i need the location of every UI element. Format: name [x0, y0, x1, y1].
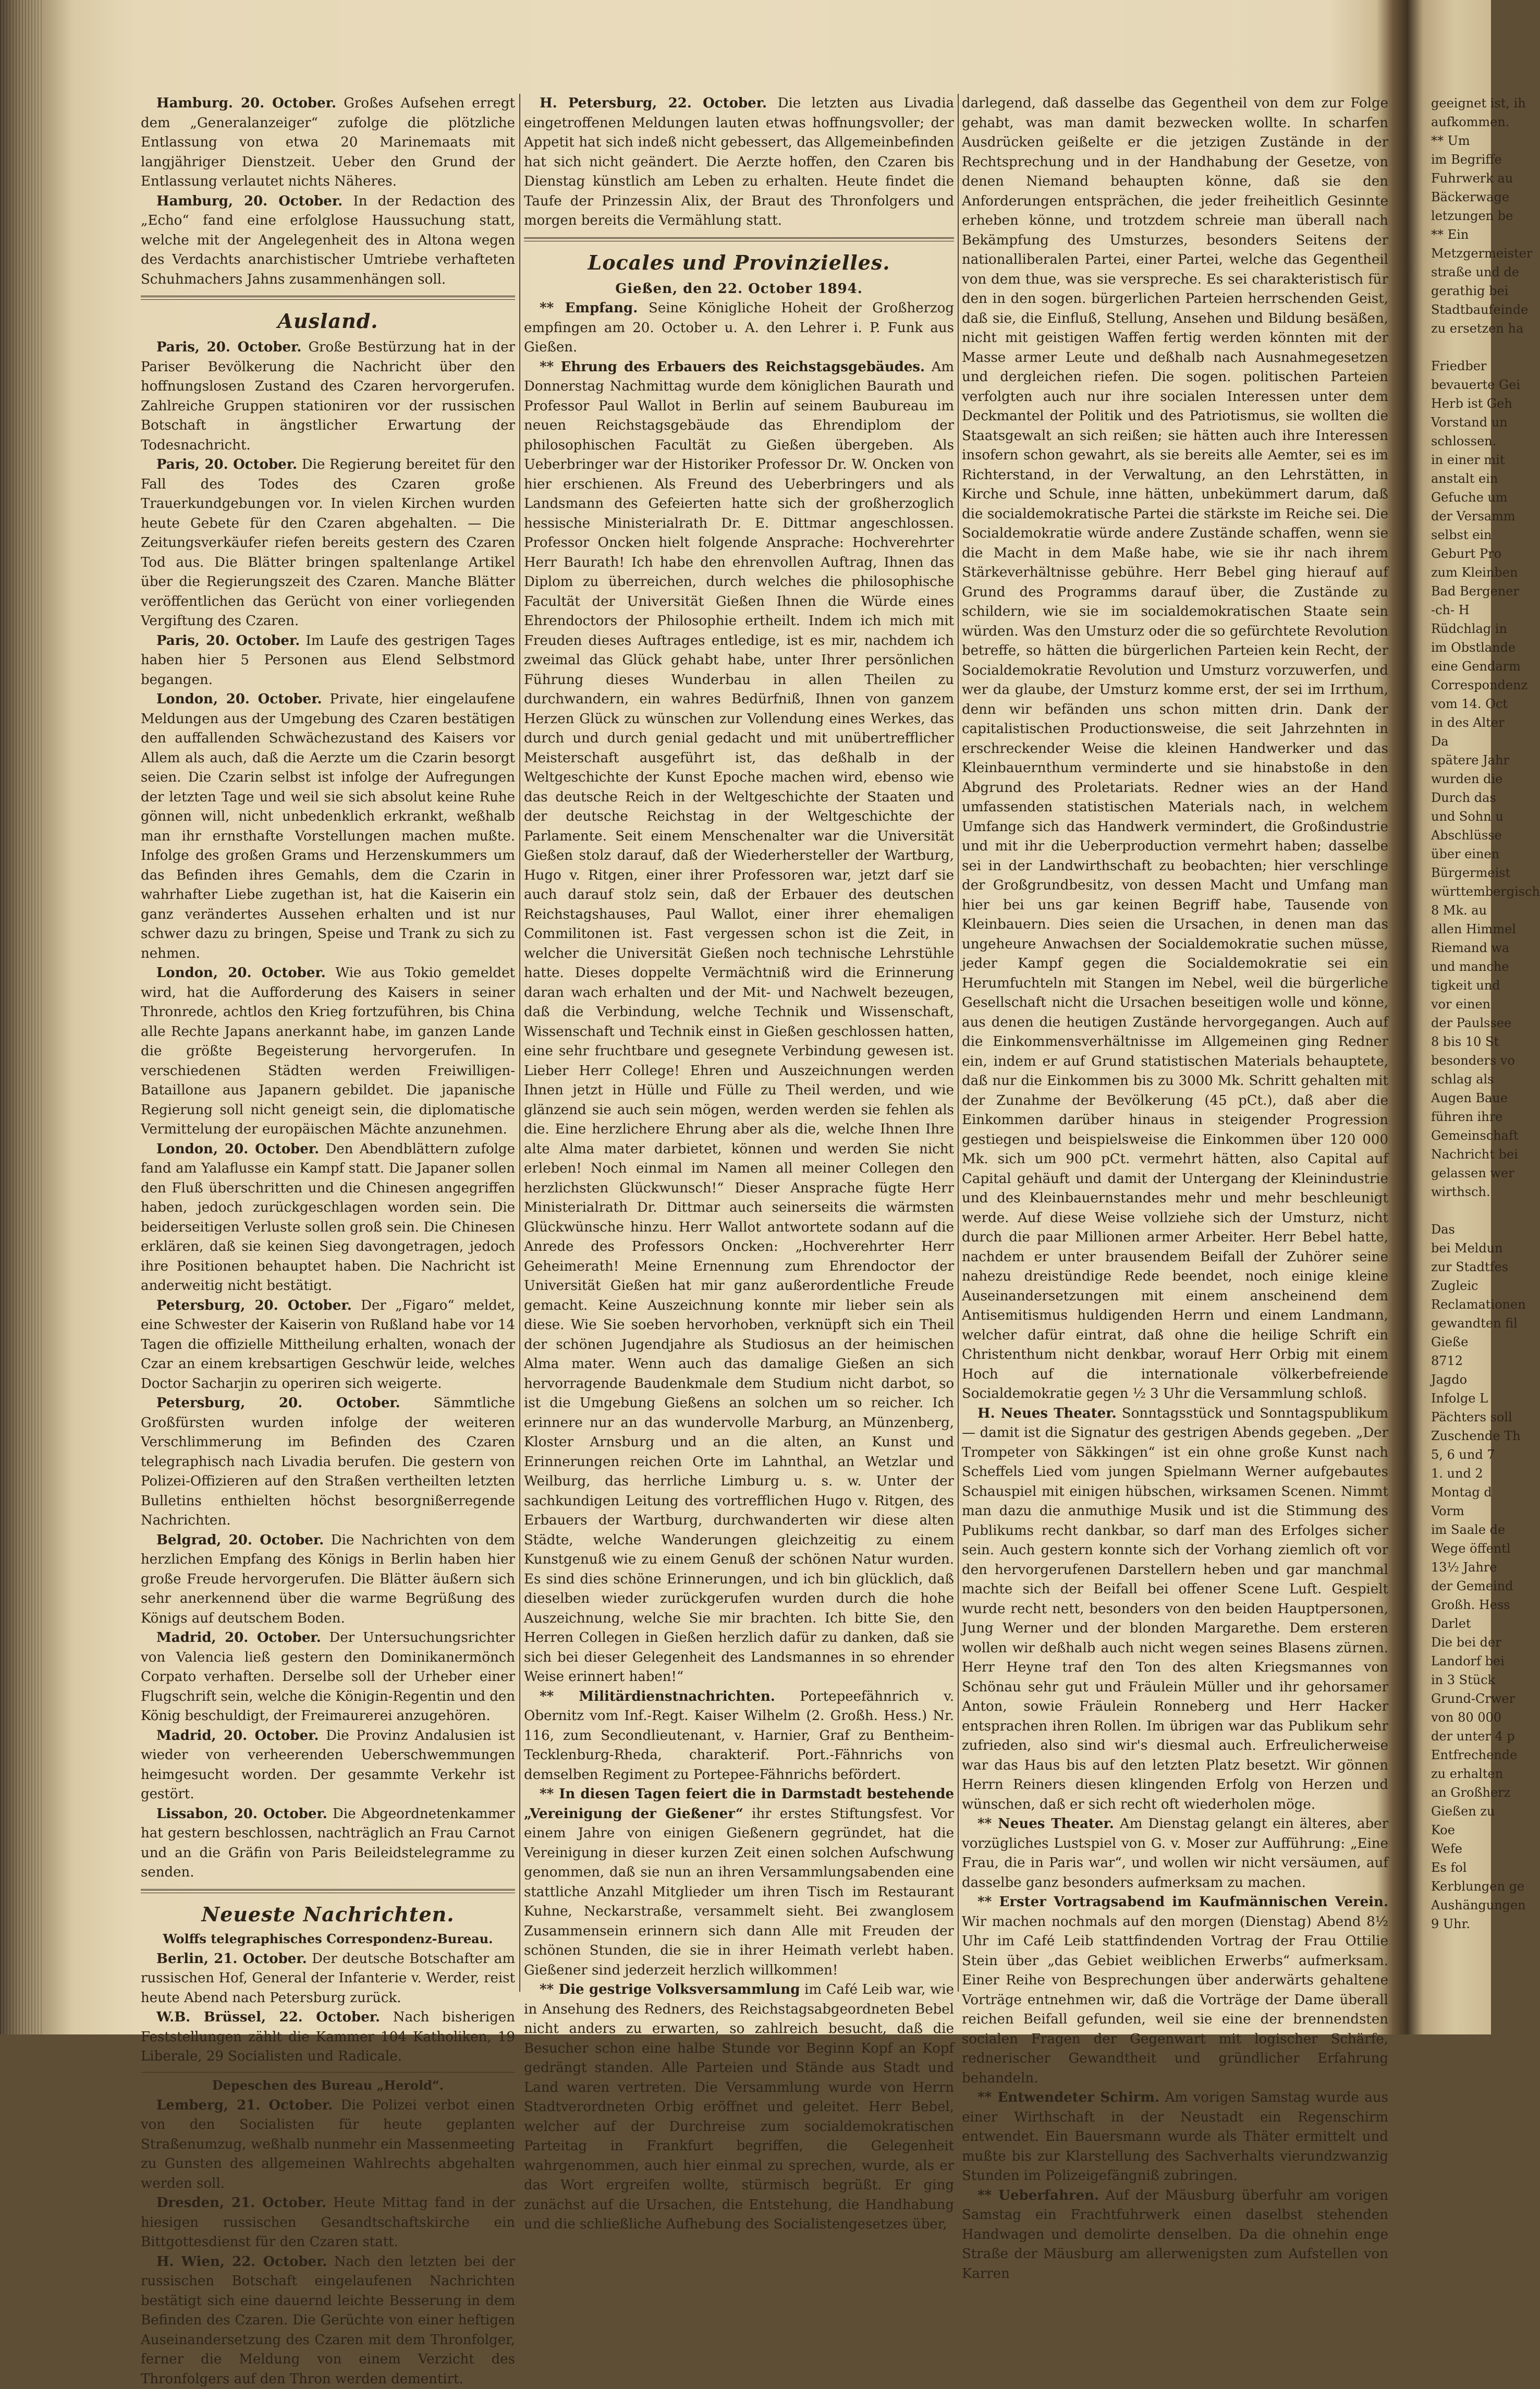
- fragment-line: [1431, 338, 1489, 357]
- news-item: [962, 1893, 1388, 2088]
- fragment-line: zum Kleinben: [1431, 563, 1489, 582]
- news-item: [962, 94, 1388, 1404]
- item-dateline: Madrid, 20. October.: [156, 1630, 321, 1646]
- fragment-line: Vorstand un: [1431, 413, 1489, 432]
- item-text: Die Abgeordnetenkammer hat gestern beschlossen, nachträglich an Frau Carnot und an die Gräfin von Paris Beileidstelegramme zu senden.: [141, 1806, 515, 1881]
- item-dateline: ** Ueberfahren.: [977, 2188, 1099, 2203]
- fragment-line: [1431, 1201, 1489, 1220]
- news-items-ausland: [141, 338, 515, 1883]
- news-item: [141, 1628, 515, 1726]
- news-item: [141, 1531, 515, 1629]
- item-dateline: ** Ehrung des Erbauers des Reichstagsgebäudes.: [540, 359, 925, 375]
- fragment-line: 1. und 2: [1431, 1464, 1489, 1483]
- item-text: darlegend, daß dasselbe das Gegentheil von dem zur Folge gehabt, was man damit bezwecken wollte. In scharfen Ausdrücken geißelte er die jetzigen Zustände in der Rechtsprechung und in der Handhabung der Gesetze, von denen Niemand behaupten könne, daß sie den Anforderungen entsprächen, die jeder freiheitlich Gesinnte erheben könne, und trotzdem schreie man überall nach Bekämpfung des Umsturzes, besonders Seitens der nationalliberalen Partei, einer Partei, welche das Gegentheil von dem thue, was sie verspreche. Es sei charakteristisch für den in den sogen. bürgerlichen Parteien herrschenden Geist, daß sie, die Einfluß, Stellung, Ansehen und Bildung besäßen, nicht mit geistigen Waffen fertig werden könnten mit der Masse armer Leute und deßhalb nach Ausnahmegesetzen und dergleichen riefen. Die sogen. politischen Parteien verfolgten auch nur ihre socialen Interessen unter dem Deckmantel der Politik und des Patriotismus, sie wollten die Staatsgewalt an sich reißen; sie hätten auch ihre Interessen insofern schon gewahrt, als sie bereits alle Aemter, sei es im Richterstand, in der Verwaltung, an den Lehrstätten, in Kirche und Schule, inne hätten, unbekümmert darum, daß die socialdemokratische Partei die stärkste im Reiche sei. Die Socialdemokratie würde andere Zustände schaffen, wenn sie die Macht in dem Maße habe, wie sie ihr nach ihrem Stärkeverhältnisse gebühre. Herr Bebel ging hierauf auf Grund des Programms darauf über, die Zustände zu schildern, wie sie im socialdemokratischen Staate sein würden. Was den Umsturz oder die so gefürchtete Revolution betreffe, so hätten die bürgerlichen Parteien kein Recht, der Socialdemokratie Revolution und Umsturz vorzuwerfen, und wer da glaube, der Umsturz komme erst, der sei im Irrthum, denn wir befänden uns schon mitten drin. Dank der capitalistischen Productionsweise, die seit Jahrzehnten in erschreckender Weise die kleinen Handwerker und das Kleinbauernthum verminderte und sie hinabstoße in den Abgrund des Proletariats. Redner wies an der Hand umfassenden statistischen Materials nach, in welchem Umfange sich das Handwerk vermindert, die Großindustrie und mit ihr die Ueberproduction vermehrt haben; dasselbe sei in der Landwirthschaft zu beobachten; hier verschlinge der Großgrundbesitz, von dessen Macht und Umfang man hier bei uns gar keinen Begriff habe, Tausende von Kleinbauern. Dies seien die Ursachen, in denen man das ungeheure Anwachsen der Socialdemokratie suchen müsse, jeder Kampf gegen die Socialdemokratie sei ein Herumfuchteln mit Stangen im Nebel, weil die bürgerliche Gesellschaft nicht die Ursachen beseitigen wolle und könne, aus denen die heutigen Zustände hervorgegangen. Auch auf die Einkommensverhältnisse im Allgemeinen ging Redner ein, indem er auf Grund statistischen Materials behauptete, daß nur die Einkommen bis zu 3000 Mk. Schritt gehalten mit der Zunahme der Bevölkerung (45 pCt.), daß aber die Einkommen darüber hinaus in steigender Progression gestiegen und beispielsweise die Einkommen über 120 000 Mk. sich um 900 pCt. vermehrt hätten, also Capital auf Capital gehäuft und damit der Untergang der Kleinindustrie und des Kleinbauernstandes mehr und mehr beschleunigt werde. Auf diese Weise vollziehe sich der Umsturz, nicht durch die paar Millionen armer Arbeiter. Herr Bebel hatte, nachdem er unter brausendem Beifall der Zuhörer seine nahezu dreistündige Rede beendet, noch einige kleine Auseinandersetzungen mit einem anscheinend dem Antisemitismus huldigenden Herrn und einem Landmann, welcher dafür eintrat, daß ohne die heilige Schrift ein Christenthum nicht denkbar, worauf Herr Orbig mit einem Hoch auf die internationale völkerbefreiende Socialdemokratie gegen ½ 3 Uhr die Versammlung schloß.: [962, 95, 1388, 1401]
- fragment-line: Nachricht bei: [1431, 1145, 1489, 1164]
- news-item: [141, 964, 515, 1140]
- section-rule: [524, 237, 954, 241]
- fragment-line: der Gemeind: [1431, 1577, 1489, 1595]
- fragment-line: 8 Mk. au: [1431, 901, 1489, 920]
- news-item: [962, 2186, 1388, 2284]
- fragment-line: Stadtbaufeinde: [1431, 300, 1489, 319]
- fragment-line: Zugleic: [1431, 1276, 1489, 1295]
- subheading-wolff-bureau: Wolffs telegraphisches Correspondenz-Bureau.: [141, 1931, 515, 1946]
- item-dateline: Hamburg, 20. October.: [156, 193, 343, 209]
- fragment-line: Vorm: [1431, 1502, 1489, 1520]
- section-rule: [141, 2072, 515, 2073]
- fragment-line: Infolge L: [1431, 1389, 1489, 1408]
- news-item: [141, 192, 515, 290]
- news-item: [141, 94, 515, 192]
- fragment-line: und Sohn u: [1431, 807, 1489, 826]
- item-text: Heute Mittag fand in der hiesigen russischen Gesandtschaftskirche ein Bittgottesdienst für den Czaren statt.: [141, 2195, 515, 2250]
- item-text: Sämmtliche Großfürsten wurden infolge der weiteren Verschlimmerung im Befinden des Czaren telegraphisch nach Livadia berufen. Die gestern von Polizei-Offizieren auf den Straßen vertheilten letzten Bulletins enthielten höchst besorgnißerregende Nachrichten.: [141, 1395, 515, 1528]
- item-dateline: Belgrad, 20. October.: [156, 1532, 324, 1548]
- item-text: Im Laufe des gestrigen Tages haben hier 5 Personen aus Elend Selbstmord begangen.: [141, 633, 515, 688]
- item-text: im Café Leib war, wie in Ansehung des Redners, des Reichstagsabgeordneten Bebel nicht anders zu erwarten, so zahlreich besucht, daß die Besucher schon eine halbe Stunde vor Beginn Kopf an Kopf gedrängt standen. Alle Parteien und Stände aus Stadt und Land waren vertreten. Die Versammlung wurde von Herrn Stadtverordneten Orbig eröffnet und geleitet. Herr Bebel, welcher auf der Durchreise zum socialdemokratischen Parteitag in Frankfurt begriffen, die Gelegenheit wahrgenommen, auch hier einmal zu sprechen, wurde, als er das Wort ergreifen wollte, stürmisch begrüßt. Er ging zunächst auf die Ursachen, die Entstehung, die Handhabung und die schließliche Aufhebung des Socialistengesetzes über,: [524, 1982, 954, 2232]
- item-dateline: Berlin, 21. October.: [156, 1951, 307, 1967]
- fragment-line: Augen Baue: [1431, 1089, 1489, 1107]
- item-text: Am Donnerstag Nachmittag wurde dem königlichen Baurath und Professor Paul Wallot in Berlin auf seinem Baubureau im neuen Reichstagsgebäude das Ehrendiplom der philosophischen Facultät zu Gießen übergeben. Als Ueberbringer war der Historiker Professor Dr. W. Oncken von hier erschienen. Als Freund des Ueberbringers und als Landsmann des Gefeierten hatte sich der großherzoglich hessische Ministerialrath Dr. E. Dittmar angeschlossen. Professor Oncken hielt folgende Ansprache: Hochverehrter Herr Baurath! Ich habe den ehrenvollen Auftrag, Ihnen das Diplom zu überreichen, durch welches die philosophische Facultät der Universität Gießen Ihnen die Würde eines Ehrendoctors der Philosophie ertheilt. Indem ich mich mit Freuden dieses Auftrages entledige, ist es mir, nachdem ich zweimal das Glück gehabt habe, unter Ihrer persönlichen Führung dieses Wunderbau in allen Theilen zu durchwandern, ein wahres Bedürfniß, Ihnen von ganzem Herzen Glück zu wünschen zur Vollendung eines Werkes, das durch und durch genial gedacht und mit unübertrefflicher Meisterschaft ausgeführt ist, das deßhalb in der Weltgeschichte der Kunst Epoche machen wird, ebenso wie das deutsche Reich in der Weltgeschichte der Staaten und der deutsche Reichstag in der Weltgeschichte der Parlamente. Seit einem Menschenalter war die Universität Gießen stolz darauf, daß der Wiederhersteller der Wartburg, Hugo v. Ritgen, einer ihrer Professoren war, jetzt darf sie auch darauf stolz sein, daß der Erbauer des deutschen Reichstagshauses, Paul Wallot, einer ihrer ehemaligen Commilitonen ist. Fast vergessen schon ist die Zeit, in welcher die Universität Gießen noch technische Lehrstühle hatte. Dieses doppelte Vermächtniß wird die Erinnerung daran wach erhalten und der Mit- und Nachwelt bezeugen, daß die Verbindung, welche Technik und Wissenschaft, Wissenschaft und Technik einst in Gießen geschlossen hatten, eine sehr fruchtbare und gesegnete Verbindung gewesen ist. Lieber Herr College! Ehren und Auszeichnungen werden Ihnen jetzt in Hülle und Fülle zu Theil werden, und wie glänzend sie auch sein mögen, werden werden sie fehlen als die. Eine herzlichere Ehrung aber als die, welche Ihnen Ihre alte Alma mater darbietet, können und werden Sie nicht erleben! Noch einmal im Namen all meiner Collegen den herzlichsten Glückwunsch!“ Dieser Ansprache fügte Herr Ministerialrath Dr. Dittmar auch seinerseits die wärmsten Glückwünsche hinzu. Herr Wallot antwortete sodann auf die Anrede des Professors Oncken: „Hochverehrter Herr Geheimerath! Meine Ernennung zum Ehrendoctor der Universität Gießen hat mir ganz außerordentliche Freude gemacht. Keine Auszeichnung konnte mir lieber sein als diese. Wie Sie soeben hervorhoben, verknüpft sich ein Theil der schönen Jugendjahre als Studiosus an der heimischen Alma mater. Wenn auch das damalige Gießen an sich hervorragende Baudenkmale dem Studium nicht darbot, so ist die Umgebung Gießens an solchen um so reicher. Ich erinnere nur an das wundervolle Marburg, an Münzenberg, Kloster Arnsburg und an die alten, an Kunst und Erinnerungen reichen Orte im Lahnthal, an Wetzlar und Weilburg, das herrliche Limburg u. s. w. Unter der sachkundigen Leitung des vortrefflichen Hugo v. Ritgen, des Erbauers der Wartburg, durchwanderten wir diese alten Städte, welche Wanderungen gleichzeitig zu einem Kunstgenuß wie zu einem Genuß der schönen Natur wurden. Es sind dies schöne Erinnerungen, und ich bin glücklich, daß dieselben wieder zurückgerufen wurden durch die hohe Auszeichnung, welche Sie mir brachten. Ich bitte Sie, den Herren Collegen in Gießen herzlich dafür zu danken, daß sie sich bei dieser Gelegenheit des Landsmannes in so ehrender Weise erinnert haben!“: [524, 359, 954, 1685]
- item-dateline: Lemberg, 21. October.: [156, 2098, 333, 2113]
- locales-dateline: Gießen, den 22. October 1894.: [524, 279, 954, 299]
- fragment-line: Reclamationen: [1431, 1295, 1489, 1314]
- news-items-locales: [524, 299, 954, 2235]
- fragment-line: Aushängungen: [1431, 1896, 1489, 1915]
- item-dateline: H. Wien, 22. October.: [156, 2254, 327, 2270]
- fragment-line: der Paulssee: [1431, 1014, 1489, 1032]
- item-text: Private, hier eingelaufene Meldungen aus der Umgebung des Czaren bestätigen den auffallenden Schwächezustand des Kaisers vor Allem als auch, daß die Aerzte um die Czarin besorgt seien. Die Czarin selbst ist infolge der Aufregungen der letzten Tage und weil sie sich absolut keine Ruhe gönnen will, nicht unbedenklich erkrankt, weßhalb man ihr ernsthafte Vorstellungen machen mußte. Infolge des großen Grams und Herzenskummers um das Befinden ihres Gemahls, dem die Czarin in wahrhafter Liebe zugethan ist, hat die Kaiserin ein ganz verändertes Aussehen erhalten und ist nur schwer dazu zu bringen, Speise und Trank zu sich zu nehmen.: [141, 691, 515, 961]
- news-item: [962, 1404, 1388, 1815]
- item-text: Der „Figaro“ meldet, eine Schwester der Kaiserin von Rußland habe vor 14 Tagen die offizielle Mittheilung erhalten, wonach der Czar an einem krebsartigen Geschwür leide, welches Doctor Sacharjin zu operiren sich weigerte.: [141, 1298, 515, 1392]
- news-items-hamburg: [141, 94, 515, 289]
- fragment-line: der Versamm: [1431, 507, 1489, 526]
- fragment-line: Gießen zu: [1431, 1802, 1489, 1821]
- news-item: [524, 358, 954, 1687]
- item-text: Die Polizei verbot einen von den Socialisten für heute geplanten Straßenumzug, weßhalb nunmehr ein Massenmeeting zu Gunsten des allgemeinen Wahlrechts abgehalten werden soll.: [141, 2098, 515, 2191]
- fragment-line: im Begriffe: [1431, 150, 1489, 169]
- fragment-line: ** Um: [1431, 131, 1489, 150]
- news-item: [524, 94, 954, 231]
- item-text: Nach den letzten bei der russischen Botschaft eingelaufenen Nachrichten bestätigt sich eine dauernd leichte Besserung in dem Befinden des Czaren. Die Gerüchte von einer heftigen Auseinandersetzung des Czaren mit dem Thronfolger, ferner die Meldung von einem Verzicht des Thronfolgers auf den Thron werden dementirt.: [141, 2254, 515, 2387]
- column-rule: [519, 94, 520, 1992]
- fragment-line: Wege öffentl: [1431, 1539, 1489, 1558]
- fragment-line: Wefe: [1431, 1839, 1489, 1858]
- fragment-line: selbst ein: [1431, 526, 1489, 544]
- news-item: [141, 2096, 515, 2194]
- fragment-line: Zuschende Th: [1431, 1427, 1489, 1445]
- fragment-line: Rüdchlag in: [1431, 619, 1489, 638]
- fragment-line: bei Meldun: [1431, 1239, 1489, 1258]
- fragment-line: wurden die: [1431, 770, 1489, 788]
- fragment-line: eine Gendarm: [1431, 657, 1489, 676]
- item-dateline: ** Die gestrige Volksversammlung: [540, 1982, 800, 1997]
- item-dateline: London, 20. October.: [156, 1141, 319, 1157]
- fragment-line: Entfrechende: [1431, 1746, 1489, 1764]
- news-item: [141, 1805, 515, 1883]
- fragment-line: Die bei der: [1431, 1633, 1489, 1652]
- news-item: [524, 299, 954, 358]
- item-text: Den Abendblättern zufolge fand am Yalaflusse ein Kampf statt. Die Japaner sollen den Fluß überschritten und die Chinesen angegriffen haben, jedoch zurückgeschlagen worden sein. Die beiderseitigen Verluste sollen groß sein. Die Chinesen erklären, daß sie keinen Sieg davongetragen, jedoch ihre Positionen behauptet haben. Die Nachricht ist anderweitig nicht bestätigt.: [141, 1141, 515, 1294]
- item-text: Portepeefähnrich v. Obernitz vom Inf.-Regt. Kaiser Wilhelm (2. Großh. Hess.) Nr. 116, zum Secondlieutenant, v. Harnier, Graf zu Bentheim-Tecklenburg-Rheda, charakterif. Port.-Fähnrichs von demselben Regiment zu Portepee-Fähnrichs befördert.: [524, 1689, 954, 1783]
- item-text: Die Regierung bereitet für den Fall des Todes des Czaren große Trauerkundgebungen vor. In vielen Kirchen wurden heute Gebete für den Czaren abgehalten. — Die Zeitungsverkäufer riefen bereits gestern des Czaren Tod aus. Die Blätter bringen spaltenlange Artikel über die Regierungszeit des Czaren. Manche Blätter veröffentlichen das Gerücht von einer vorliegenden Vergiftung des Czaren.: [141, 457, 515, 629]
- item-text: Die letzten aus Livadia eingetroffenen Meldungen lauten etwas hoffnungsvoller; der Appetit hat sich indeß nicht gebessert, das Allgemeinbefinden hat sich nicht geändert. Die Aerzte hoffen, den Czaren bis Dienstag künstlich am Leben zu erhalten. Heute findet die Taufe der Prinzessin Alix, der Braut des Thronfolgers und morgen bereits die Vermählung statt.: [524, 95, 954, 228]
- fragment-line: straße und de: [1431, 263, 1489, 282]
- fragment-line: Koe: [1431, 1821, 1489, 1839]
- fragment-line: ** Ein: [1431, 225, 1489, 244]
- column-1: [141, 94, 515, 2389]
- item-dateline: Petersburg, 20. October.: [156, 1298, 352, 1313]
- fragment-line: an Großherz: [1431, 1783, 1489, 1802]
- fragment-line: allen Himmel: [1431, 920, 1489, 938]
- item-dateline: London, 20. October.: [156, 965, 326, 981]
- news-item: [141, 2193, 515, 2252]
- column-2: [524, 94, 954, 2235]
- fragment-line: wirthsch.: [1431, 1183, 1489, 1201]
- fragment-line: -ch- H: [1431, 601, 1489, 619]
- item-dateline: W.B. Brüssel, 22. October.: [156, 2009, 380, 2025]
- item-dateline: Lissabon, 20. October.: [156, 1806, 327, 1822]
- fragment-line: in einer mit: [1431, 450, 1489, 469]
- news-item: [141, 338, 515, 455]
- fragment-line: gewandten fil: [1431, 1314, 1489, 1333]
- item-text: Nach bisherigen Feststellungen zählt die Kammer 104 Katholiken, 19 Liberale, 29 Socialisten und Radicale.: [141, 2009, 515, 2064]
- fragment-line: in 3 Stück: [1431, 1671, 1489, 1689]
- item-text: Der deutsche Botschafter am russischen Hof, General der Infanterie v. Werder, reist heute Abend nach Petersburg zurück.: [141, 1951, 515, 2006]
- fragment-line: geeignet ist, ih: [1431, 94, 1489, 113]
- fragment-line: zur Stadtfes: [1431, 1258, 1489, 1276]
- news-items-wolff: [141, 1949, 515, 2067]
- column-4-cut-off: [1431, 94, 1489, 1933]
- fragment-line: im Obstlande: [1431, 638, 1489, 657]
- news-item: [141, 2252, 515, 2389]
- item-text: Große Bestürzung hat in der Pariser Bevölkerung die Nachricht über den hoffnungslosen Zustand des Czaren hervorgerufen. Zahlreiche Gruppen stationiren vor der russischen Botschaft in ängstlicher Erwartung der Todesnachricht.: [141, 339, 515, 453]
- fragment-line: führen ihre: [1431, 1107, 1489, 1126]
- item-text: ihr erstes Stiftungsfest. Vor einem Jahre von einigen Gießenern gegründet, hat die Vereinigung in dieser kurzen Zeit einen solchen Aufschwung genommen, daß sie nun an ihren Versammlungsabenden eine stattliche Anzahl Mitglieder um ihren Tisch im Restaurant Kuhne, Neckarstraße, versammelt sieht. Bei zwanglosem Zusammensein erinnern sich dann Alle mit Freuden der schönen Stunden, die sie in ihrer Heimath verlebt haben. Gießener sind jederzeit herzlich willkommen!: [524, 1806, 954, 1978]
- section-heading-locales: Locales und Provinzielles.: [524, 251, 954, 274]
- fragment-line: in des Alter: [1431, 713, 1489, 732]
- fragment-line: Großh. Hess: [1431, 1595, 1489, 1614]
- item-text: Die Nachrichten von dem herzlichen Empfang des Königs in Berlin haben hier große Freude hervorgerufen. Die Blätter äußern sich sehr anerkennend über die warme Begrüßung des Königs auf deutschem Boden.: [141, 1532, 515, 1626]
- news-item: [962, 1814, 1388, 1893]
- fragment-line: tigkeit und: [1431, 976, 1489, 995]
- news-item: [141, 1949, 515, 2008]
- section-heading-ausland: Ausland.: [141, 309, 515, 333]
- item-text: Wie aus Tokio gemeldet wird, hat die Aufforderung des Kaisers in seiner Thronrede, achtlos den Krieg fortzuführen, bis China alle Rechte Japans anerkannt habe, im ganzen Lande die größte Begeisterung hervorgerufen. In verschiedenen Städten werden Freiwilligen-Bataillone aus Japanern gebildet. Die japanische Regierung soll nicht geneigt sein, die diplomatische Vermittelung der europäischen Mächte anzunehmen.: [141, 965, 515, 1137]
- item-text: Auf der Mäusburg überfuhr am vorigen Samstag ein Frachtfuhrwerk einen daselbst stehenden Handwagen und demolirte denselben. Da die ohnehin enge Straße der Mäusburg am allerwenigsten zum Aufstellen von Karren: [962, 2188, 1388, 2282]
- item-text: Seine Königliche Hoheit der Großherzog empfingen am 20. October u. A. den Lehrer i. P. Funk aus Gießen.: [524, 300, 954, 355]
- item-text: Die Provinz Andalusien ist wieder von verheerenden Ueberschwemmungen heimgesucht worden. Der gesammte Verkehr ist gestört.: [141, 1728, 515, 1802]
- fragment-line: Gemeinschaft: [1431, 1126, 1489, 1145]
- fragment-line: Bürgermeist: [1431, 863, 1489, 882]
- item-dateline: H. Neues Theater.: [977, 1406, 1117, 1421]
- item-dateline: Paris, 20. October.: [156, 457, 297, 472]
- item-dateline: Dresden, 21. October.: [156, 2195, 326, 2211]
- fragment-line: der unter 4 p: [1431, 1727, 1489, 1746]
- fragment-line: besonders vo: [1431, 1051, 1489, 1070]
- fragment-line: Durch das: [1431, 788, 1489, 807]
- item-text: Wir machen nochmals auf den morgen (Dienstag) Abend 8½ Uhr im Café Leib stattfindenden Vortrag der Frau Ottilie Stein über „das Gebiet weiblichen Erwerbs“ aufmerksam. Einer Reihe von Besprechungen über anderwärts gehaltene Vorträge entnehmen wir, daß die Vorträge der Dame überall reichen Beifall gefunden, weil sie eine der brennendsten socialen Fragen der Gegenwart mit logischer Schärfe, rednerischer Gewandtheit und gründlicher Erfahrung behandeln.: [962, 1914, 1388, 2086]
- section-rule: [141, 296, 515, 300]
- fragment-line: Grund-Crwer: [1431, 1689, 1489, 1708]
- cut-off-fragments: [1431, 94, 1489, 1933]
- news-item: [141, 690, 515, 964]
- fragment-line: aufkommen.: [1431, 113, 1489, 131]
- news-item: [524, 1785, 954, 1980]
- item-dateline: London, 20. October.: [156, 691, 322, 707]
- fragment-line: 8 bis 10 St: [1431, 1032, 1489, 1051]
- fragment-line: und manche: [1431, 957, 1489, 976]
- item-dateline: Paris, 20. October.: [156, 339, 301, 355]
- fragment-line: vor einen: [1431, 995, 1489, 1014]
- fragment-line: Da: [1431, 732, 1489, 751]
- news-item: [141, 1726, 515, 1805]
- fragment-line: Montag d: [1431, 1483, 1489, 1502]
- fragment-line: vom 14. Oct: [1431, 694, 1489, 713]
- item-text: Am vorigen Samstag wurde aus einer Wirthschaft in der Neustadt ein Regenschirm entwendet. Ein Bauersmann wurde als Thäter ermittelt und mußte bis zur Klarstellung des Sachverhalts vierundzwanzig Stunden im Polizeigefängniß zubringen.: [962, 2090, 1388, 2184]
- fragment-line: 9 Uhr.: [1431, 1915, 1489, 1933]
- fragment-line: Es fol: [1431, 1858, 1489, 1877]
- item-dateline: Petersburg, 20. October.: [156, 1395, 400, 1411]
- news-items-column-3: [962, 94, 1388, 2284]
- fragment-line: schlossen.: [1431, 432, 1489, 450]
- fragment-line: Fuhrwerk au: [1431, 169, 1489, 188]
- fragment-line: bevauerte Gei: [1431, 375, 1489, 394]
- item-dateline: ** Empfang.: [540, 300, 638, 316]
- fragment-line: Das: [1431, 1220, 1489, 1239]
- item-dateline: Paris, 20. October.: [156, 633, 300, 649]
- column-3: [962, 94, 1388, 2284]
- news-item: [524, 1980, 954, 2235]
- fragment-line: Riemand wa: [1431, 938, 1489, 957]
- fragment-line: gerathig bei: [1431, 282, 1489, 300]
- fragment-line: zu erhalten: [1431, 1764, 1489, 1783]
- item-text: Großes Aufsehen erregt dem „Generalanzeiger“ zufolge die plötzliche Entlassung von etwa 20 Marinemaats mit langjähriger Dienstzeit. Ueber den Grund der Entlassung verlautet nichts Näheres.: [141, 95, 515, 189]
- item-text: Sonntagsstück und Sonntagspublikum — damit ist die Signatur des gestrigen Abends gegeben. „Der Trompeter von Säkkingen“ ist ein ohne große Kunst nach Scheffels Lied vom jungen Spielmann Werner aufgebautes Schauspiel mit einigen hübschen, wirksamen Scenen. Nimmt man dazu die anmuthige Musik und ist die Stimmung des Publikums recht dankbar, so darf man des Erfolges sicher sein. Auch gestern konnte sich der Vorhang ziemlich oft vor den hervorgerufenen Darstellern heben und gar manchmal machte sich der Beifall bei offener Scene Luft. Gespielt wurde recht nett, besonders von den beiden Hauptpersonen, Jung Werner und der blonden Margarethe. Dem ersteren wollen wir deßhalb auch nicht wegen seines Blasens zürnen. Herr Heyne traf den Ton des alten Kriegsmannes von Schönau sehr gut und Fräulein Müller und ihr gehorsamer Anton, sowie Fräulein Ronneberg und Herr Hacker entsprachen ihren Rollen. Im übrigen war das Publikum sehr zufrieden, also sind wir's diesmal auch. Erfreulicherweise war das Haus bis auf den letzten Platz besetzt. Wir gönnen Herrn Reiners diesen klingenden Erfolg von Herzen und wünschen, daß er sich recht oft wiederholen möge.: [962, 1406, 1388, 1812]
- item-dateline: ** Entwendeter Schirm.: [977, 2090, 1159, 2105]
- subheading-herold-bureau: Depeschen des Bureau „Herold“.: [141, 2078, 515, 2093]
- fragment-line: Bäckerwage: [1431, 188, 1489, 206]
- fragment-line: letzungen be: [1431, 206, 1489, 225]
- section-heading-neueste-nachrichten: Neueste Nachrichten.: [141, 1903, 515, 1926]
- item-dateline: ** Militärdienstnachrichten.: [540, 1689, 775, 1704]
- fragment-line: gelassen wer: [1431, 1164, 1489, 1183]
- fragment-line: im Saale de: [1431, 1520, 1489, 1539]
- fragment-line: 5, 6 und 7: [1431, 1445, 1489, 1464]
- news-item: [962, 2088, 1388, 2186]
- fragment-line: Metzgermeister: [1431, 244, 1489, 263]
- news-item: [141, 1394, 515, 1531]
- fragment-line: anstalt ein: [1431, 469, 1489, 488]
- item-dateline: ** In diesen Tagen feiert die in Darmstadt bestehende „Vereinigung der Gießener“: [524, 1786, 954, 1822]
- item-dateline: ** Neues Theater.: [977, 1816, 1114, 1832]
- section-rule: [141, 1889, 515, 1893]
- fragment-line: von 80 000: [1431, 1708, 1489, 1727]
- item-dateline: Madrid, 20. October.: [156, 1728, 319, 1744]
- fragment-line: zu ersetzen ha: [1431, 319, 1489, 338]
- fragment-line: Kerblungen ge: [1431, 1877, 1489, 1896]
- fragment-line: spätere Jahr: [1431, 751, 1489, 770]
- news-items-petersburg: [524, 94, 954, 231]
- fragment-line: Darlet: [1431, 1614, 1489, 1633]
- fragment-line: Gieße: [1431, 1333, 1489, 1351]
- item-dateline: H. Petersburg, 22. October.: [540, 95, 767, 111]
- news-item: [141, 1140, 515, 1296]
- news-item: [141, 631, 515, 690]
- item-text: Der Untersuchungsrichter von Valencia ließ gestern den Dominikanermönch Corpato verhaften. Derselbe soll der Urheber einer Flugschrift sein, welche die Königin-Regentin und den König beschuldigt, der Freimaurerei anzugehören.: [141, 1630, 515, 1724]
- item-dateline: ** Erster Vortragsabend im Kaufmännischen Verein.: [977, 1894, 1388, 1910]
- column-rule: [958, 94, 959, 1992]
- news-item: [141, 1296, 515, 1394]
- fragment-line: schlag als: [1431, 1070, 1489, 1089]
- fragment-line: 13½ Jahre: [1431, 1558, 1489, 1577]
- news-items-herold: [141, 2096, 515, 2389]
- fragment-line: über einen: [1431, 845, 1489, 863]
- fragment-line: Abschlüsse: [1431, 826, 1489, 845]
- item-dateline: Hamburg. 20. October.: [156, 95, 336, 111]
- fragment-line: württembergisch: [1431, 882, 1489, 901]
- fragment-line: Geburt Pro: [1431, 544, 1489, 563]
- fragment-line: Landorf bei: [1431, 1652, 1489, 1671]
- fragment-line: Jagdo: [1431, 1370, 1489, 1389]
- news-item: [141, 2008, 515, 2067]
- fragment-line: 8712: [1431, 1351, 1489, 1370]
- fragment-line: Herb ist Geh: [1431, 394, 1489, 413]
- fragment-line: Bad Bergener: [1431, 582, 1489, 601]
- fragment-line: Friedber: [1431, 357, 1489, 375]
- fragment-line: Pächters soll: [1431, 1408, 1489, 1427]
- fragment-line: Correspondenz: [1431, 676, 1489, 694]
- fragment-line: Gefuche um: [1431, 488, 1489, 507]
- news-item: [141, 455, 515, 631]
- item-text: In der Redaction des „Echo“ fand eine erfolglose Haussuchung statt, welche mit der Angelegenheit des in Altona wegen des Verdachts anarchistischer Umtriebe verhafteten Schuhmachers Jahns zusammenhängen soll.: [141, 193, 515, 287]
- news-item: [524, 1687, 954, 1785]
- item-text: Am Dienstag gelangt ein älteres, aber vorzügliches Lustspiel von G. v. Moser zur Aufführung: „Eine Frau, die in Paris war“, und wollen wir nicht versäumen, auf dasselbe ganz besonders aufmerksam zu machen.: [962, 1816, 1388, 1891]
